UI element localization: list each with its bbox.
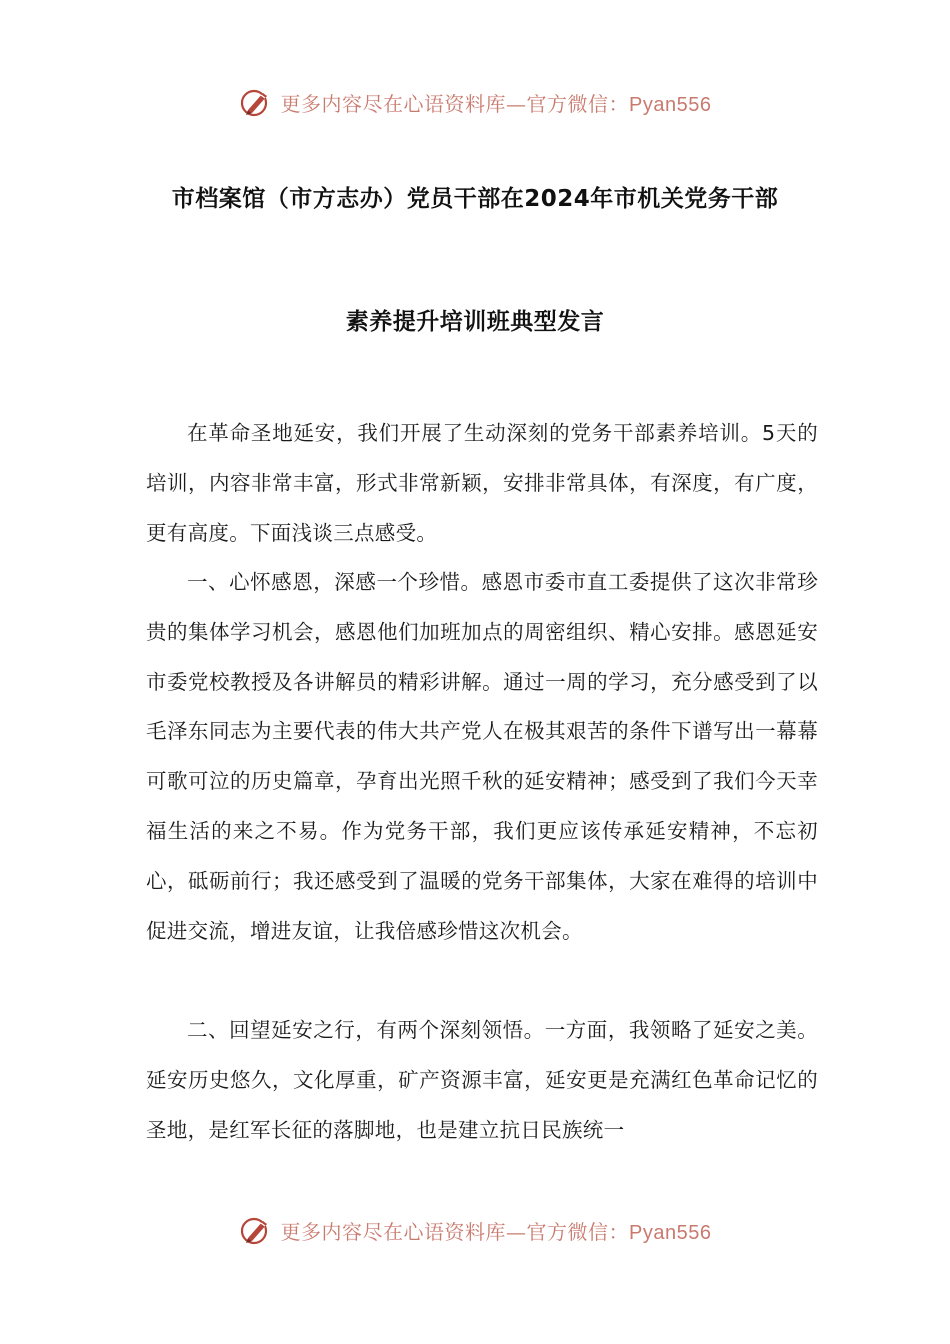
paragraph-intro: 在革命圣地延安，我们开展了生动深刻的党务干部素养培训。5天的培训，内容非常丰富，形式非常新颖，安排非常具体，有深度，有广度，更有高度。下面浅谈三点感受。 <box>146 421 818 545</box>
pen-logo-icon <box>239 85 273 119</box>
document-title-line-1: 市档案馆（市方志办）党员干部在2024年市机关党务干部 <box>171 186 779 212</box>
watermark-text: 更多内容尽在心语资料库—官方微信：Pyan556 <box>280 1219 712 1244</box>
footer-watermark <box>0 1210 950 1250</box>
watermark-text: 更多内容尽在心语资料库—官方微信：Pyan556 <box>280 91 712 116</box>
wechat-id: Pyan556 <box>629 1221 712 1244</box>
header-watermark <box>0 82 950 122</box>
paragraph-section-two: 二、回望延安之行，有两个深刻领悟。一方面，我领略了延安之美。延安历史悠久，文化厚重，矿产资源丰富，延安更是充满红色革命记忆的圣地，是红军长征的落脚地，也是建立抗日民族统一 <box>146 1018 818 1142</box>
paragraph-section-one: 一、心怀感恩，深感一个珍惜。感恩市委市直工委提供了这次非常珍贵的集体学习机会，感恩他们加班加点的周密组织、精心安排。感恩延安市委党校教授及各讲解员的精彩讲解。通过一周的学习，充分感受到了以毛泽东同志为主要代表的伟大共产党人在极其艰苦的条件下谱写出一幕幕可歌可泣的历史篇章，孕育出光照千秋的延安精神；感受到了我们今天幸福生活的来之不易。作为党务干部，我们更应该传承延安精神，不忘初心，砥砺前行；我还感受到了温暖的党务干部集体，大家在难得的培训中促进交流，增进友谊，让我倍感珍惜这次机会。 <box>146 570 818 943</box>
document-title-line-2: 素养提升培训班典型发言 <box>345 309 605 335</box>
pen-logo-icon <box>239 1213 273 1247</box>
wechat-id: Pyan556 <box>629 93 712 116</box>
